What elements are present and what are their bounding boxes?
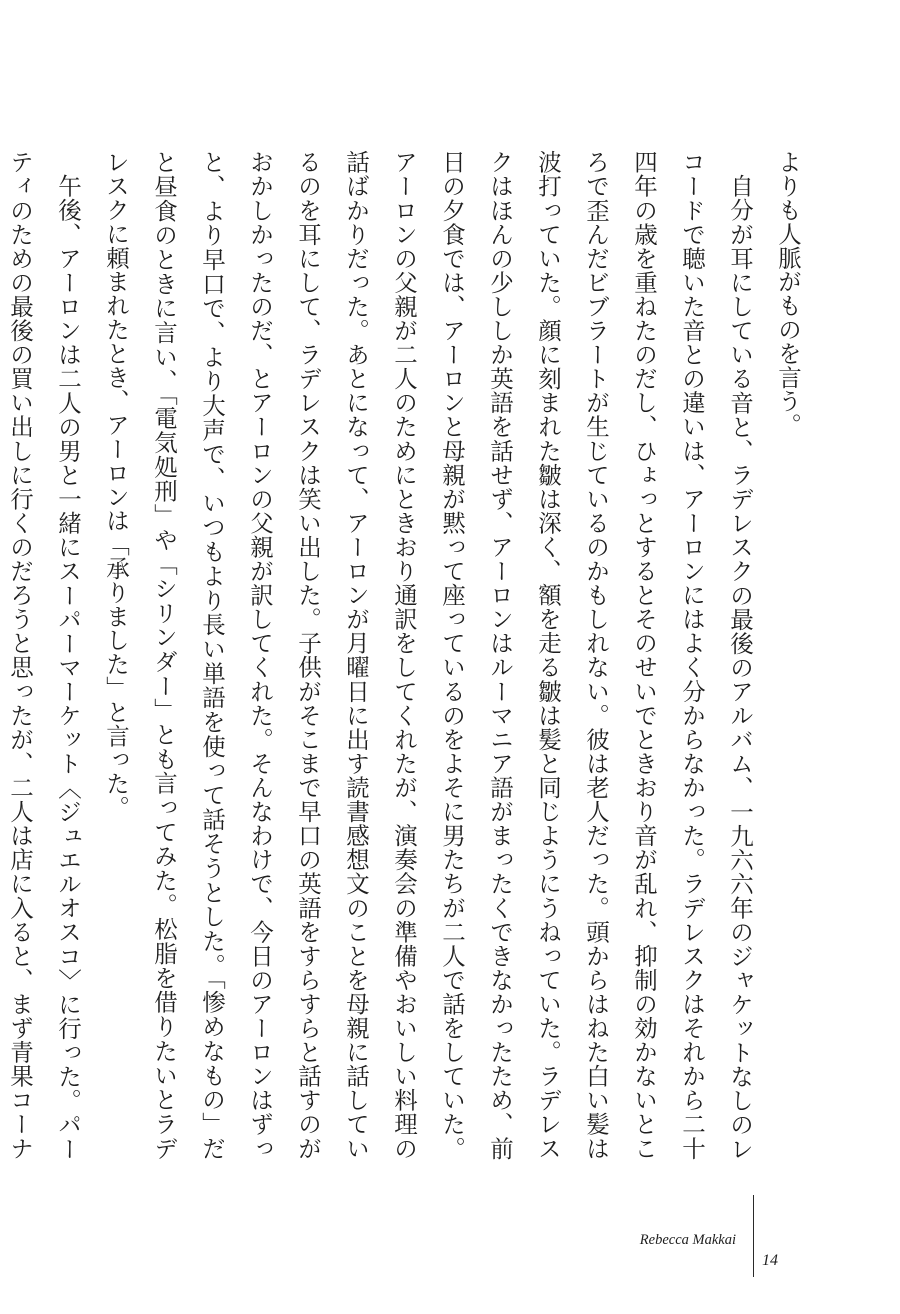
paragraph-1: よりも人脈がものを言う。: [774, 150, 802, 437]
paragraph-2: 自分が耳にしている音と、ラデレスクの最後のアルバム、一九六六年のジャケットなしのレコードで聴いた音との違いは、アーロンにはよく分からなかった。ラデレスクはそれから二十四年の歳を重ねたのだし、ひょっとするとそのせいでときおり音が乱れ、抑制の効かないところで歪んだビブラートが生じているのかもしれない。彼は老人だった。頭からはねた白い髪は波打っていた。顔に刻まれた皺は深く、額を走る皺は髪と同じようにうねっていた。ラデレスクはほんの少ししか英語を話せず、アーロンはルーマニア語がまったくできなかったため、前日の夕食では、アーロンと母親が黙って座っているのをよそに男たちが二人で話をしていた。アーロンの父親が二人のためにときおり通訳をしてくれたが、演奏会の準備やおいしい料理の話ばかりだった。あとになって、アーロンが月曜日に出す読書感想文のことを母親に話しているのを耳にして、ラデレスクは笑い出した。子供がそこまで早口の英語をすらすらと話すのがおかしかったのだ、とアーロンの父親が訳してくれた。そんなわけで、今日のアーロンはずっと、より早口で、より大声で、いつもより長い単語を使って話そうとした。「惨めなもの」だと昼食のときに言い、「電気処刑」や「シリンダー」とも言ってみた。松脂を借りたいとラデレスクに頼まれたとき、アーロンは「承りました」と言った。: [102, 150, 754, 1160]
page-number: 14: [762, 1252, 778, 1269]
footer-author-name: Rebecca Makkai: [639, 1232, 736, 1248]
vertical-body-text: [6, 150, 812, 1160]
paragraph-3: 午後、アーロンは二人の男と一緒にスーパーマーケット〈ジュエルオスコ〉に行った。パーティのための最後の買い出しに行くのだろうと思ったが、二人は店に入ると、まず青果コーナ: [6, 150, 82, 1160]
footer-divider: [753, 1195, 754, 1277]
